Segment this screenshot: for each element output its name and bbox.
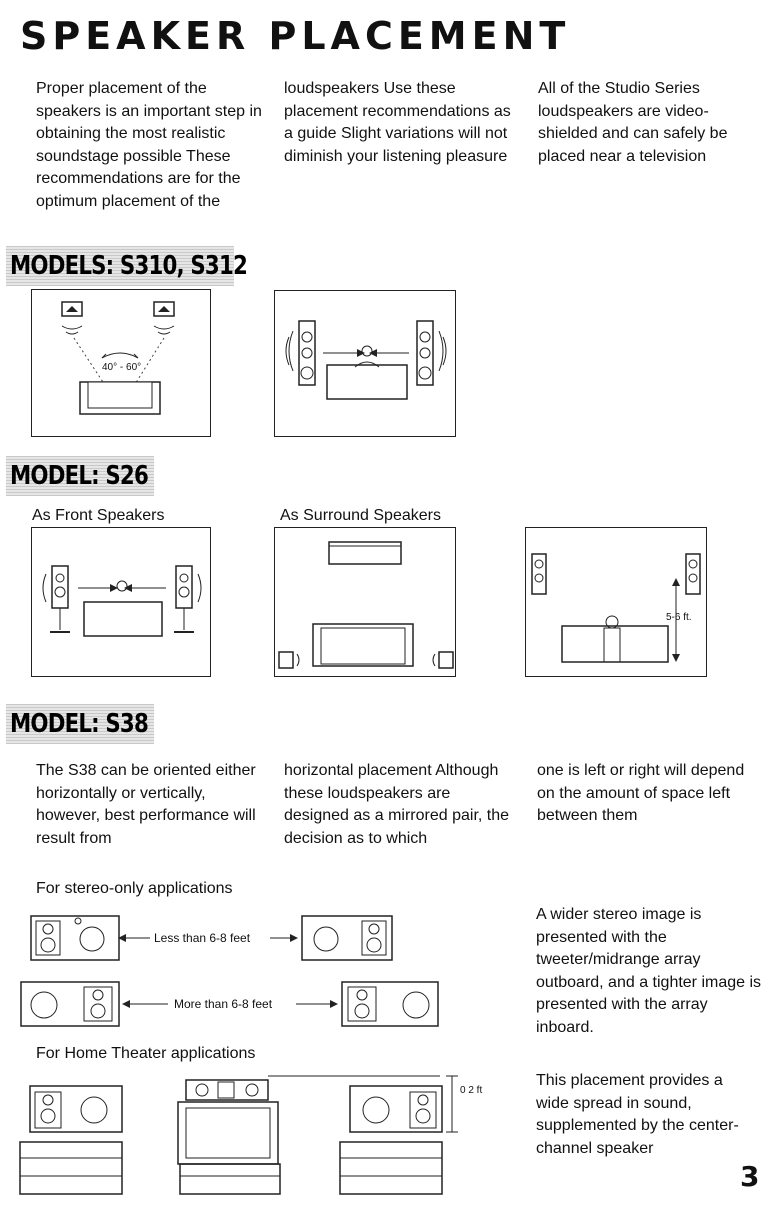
s310-front-view-drawing <box>275 291 457 438</box>
diagram-s310-top-view <box>31 289 211 437</box>
angle-label: 40° - 60° <box>102 362 142 373</box>
s26-surround-drawing <box>275 528 457 678</box>
section-header-s38 <box>6 704 154 744</box>
s26-front-label: As Front Speakers <box>32 507 165 524</box>
section-header-s38-text: MODEL: S38 <box>10 709 148 739</box>
s26-surround-label: As Surround Speakers <box>280 507 441 524</box>
section-header-s310-text: MODELS: S310, S312 <box>10 251 247 281</box>
section-header-s26 <box>6 456 154 496</box>
less-than-label: Less than 6-8 feet <box>154 931 251 945</box>
diagram-s26-height <box>525 527 707 677</box>
diagram-s310-front-view <box>274 290 456 437</box>
stereo-note: A wider stereo image is presented with the tweeter/midrange array outboard, and a tighter image is presented with the array inboard. <box>536 906 762 1036</box>
page-number: 3 <box>740 1160 760 1193</box>
s38-col-1: The S38 can be oriented either horizontally or vertically, however, best performance will result from <box>36 762 256 847</box>
intro-col-3: All of the Studio Series loudspeakers are video-shielded and can safely be placed near a television <box>538 80 728 165</box>
intro-col-2: loudspeakers Use these placement recommendations as a guide Slight variations will not diminish your listening pleasure <box>284 80 511 165</box>
s38-col-2: horizontal placement Although these loudspeakers are designed as a mirrored pair, the decision as to which <box>284 762 510 847</box>
height-label: 5-6 ft. <box>666 612 692 623</box>
home-theater-diagram <box>20 1072 460 1197</box>
section-header-s26-text: MODEL: S26 <box>10 461 148 491</box>
s26-front-drawing <box>32 528 212 678</box>
ht-dim-label: 0 2 ft <box>460 1085 483 1096</box>
page-title: SPEAKER PLACEMENT <box>20 14 571 58</box>
intro-col-1: Proper placement of the speakers is an important step in obtaining the most realistic soundstage possible These recommendations are for the optimum placement of the <box>36 80 262 210</box>
more-than-label: More than 6-8 feet <box>174 997 273 1011</box>
home-theater-note: This placement provides a wide spread in sound, supplemented by the center-channel speaker <box>536 1072 739 1157</box>
s38-col-3: one is left or right will depend on the amount of space left between them <box>537 762 745 824</box>
home-theater-label: For Home Theater applications <box>36 1045 256 1062</box>
diagram-s26-surround <box>274 527 456 677</box>
s26-height-drawing <box>526 528 708 678</box>
stereo-label: For stereo-only applications <box>36 880 233 897</box>
section-header-s310 <box>6 246 247 286</box>
diagram-s26-front <box>31 527 211 677</box>
